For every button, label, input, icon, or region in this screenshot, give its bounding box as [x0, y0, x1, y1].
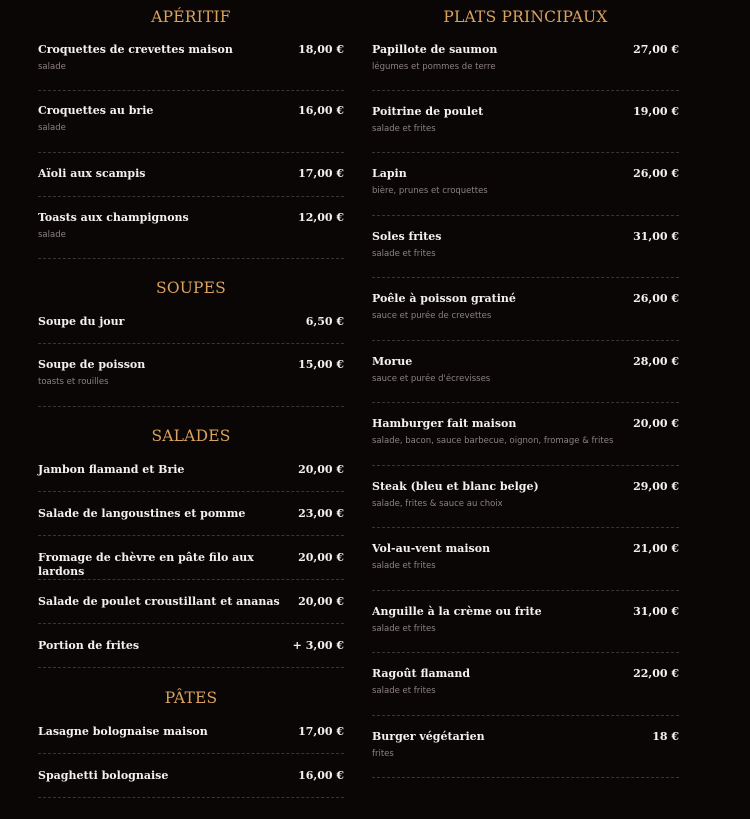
menu-item [38, 43, 344, 91]
item-description: salade et frites [372, 249, 436, 259]
item-price: 26,00 € [633, 167, 679, 180]
menu-item [372, 480, 679, 528]
item-description: salade [38, 62, 66, 72]
menu-item [372, 730, 679, 778]
menu-item [38, 463, 344, 492]
item-description: salade, bacon, sauce barbecue, oignon, fromage & frites [372, 436, 614, 446]
item-name: Poêle à poisson gratiné [372, 292, 516, 305]
section-title: PÂTES [164, 689, 218, 707]
item-name: Croquettes au brie [38, 104, 154, 117]
item-name: Poitrine de poulet [372, 105, 484, 118]
menu-item [372, 355, 679, 403]
item-price: 20,00 € [633, 417, 679, 430]
item-price: 31,00 € [633, 230, 679, 243]
menu-item [372, 230, 679, 278]
item-name: Portion de frites [38, 639, 140, 652]
item-description: sauce et purée de crevettes [372, 311, 492, 321]
section-salades [38, 424, 344, 668]
item-name: Soles frites [372, 230, 442, 243]
menu-item [38, 315, 344, 344]
item-name: Croquettes de crevettes maison [38, 43, 233, 56]
section-soupes [38, 276, 344, 407]
item-description: légumes et pommes de terre [372, 62, 496, 72]
item-name: Burger végétarien [372, 730, 485, 743]
item-price: 27,00 € [633, 43, 679, 56]
item-price: 17,00 € [298, 167, 344, 180]
item-description: sauce et purée d'écrevisses [372, 374, 491, 384]
item-price: + 3,00 € [292, 639, 344, 652]
item-price: 18,00 € [298, 43, 344, 56]
menu-item [38, 211, 344, 259]
item-price: 19,00 € [633, 105, 679, 118]
section-title: APÉRITIF [151, 8, 231, 26]
menu-item [38, 769, 344, 798]
item-name: Steak (bleu et blanc belge) [372, 480, 539, 493]
menu-item [38, 104, 344, 153]
menu-item [38, 358, 344, 407]
item-description: salade [38, 123, 66, 133]
section-plats-principaux [372, 0, 679, 778]
item-name: Ragoût flamand [372, 667, 471, 680]
item-price: 21,00 € [633, 542, 679, 555]
menu-item [372, 605, 679, 653]
item-price: 16,00 € [298, 104, 344, 117]
section-title: SALADES [151, 427, 231, 445]
menu-item [372, 292, 679, 341]
menu-item [372, 542, 679, 591]
item-name: Vol-au-vent maison [372, 542, 491, 555]
item-description: salade [38, 230, 66, 240]
item-name: Soupe de poisson [38, 358, 146, 371]
item-name: Toasts aux champignons [38, 211, 189, 224]
item-description: salade et frites [372, 624, 436, 634]
item-name: Aïoli aux scampis [38, 167, 146, 180]
item-description: bière, prunes et croquettes [372, 186, 488, 196]
item-price: 26,00 € [633, 292, 679, 305]
menu-item [372, 43, 679, 91]
item-name: Spaghetti bolognaise [38, 769, 169, 782]
item-name: Hamburger fait maison [372, 417, 517, 430]
item-price: 22,00 € [633, 667, 679, 680]
menu-item [372, 105, 679, 153]
section-aperitif [38, 0, 344, 259]
item-price: 12,00 € [298, 211, 344, 224]
item-name: Jambon flamand et Brie [38, 463, 185, 476]
menu-item [38, 639, 344, 668]
item-price: 17,00 € [298, 725, 344, 738]
item-price: 6,50 € [305, 315, 344, 328]
item-price: 16,00 € [298, 769, 344, 782]
item-price: 31,00 € [633, 605, 679, 618]
section-title: PLATS PRINCIPAUX [443, 8, 608, 26]
menu-item [38, 167, 344, 197]
item-name: Anguille à la crème ou frite [372, 605, 542, 618]
menu-item [372, 667, 679, 716]
menu-left-column [38, 0, 344, 782]
menu-right-column [372, 0, 679, 778]
menu-item [38, 595, 344, 624]
section-pates [38, 686, 344, 798]
menu-item [372, 417, 679, 466]
item-price: 20,00 € [298, 595, 344, 608]
item-description: salade, frites & sauce au choix [372, 499, 503, 509]
item-description: toasts et rouilles [38, 377, 109, 387]
item-price: 15,00 € [298, 358, 344, 371]
item-description: salade et frites [372, 686, 436, 696]
item-price: 18 € [652, 730, 679, 743]
item-price: 23,00 € [298, 507, 344, 520]
item-description: frites [372, 749, 394, 759]
item-name: Morue [372, 355, 413, 368]
item-name: Lapin [372, 167, 407, 180]
menu-item [372, 167, 679, 216]
menu-item [38, 551, 344, 580]
item-description: salade et frites [372, 561, 436, 571]
menu-item [38, 725, 344, 754]
item-name: Fromage de chèvre en pâte filo aux lardons [38, 551, 254, 578]
item-name: Soupe du jour [38, 315, 125, 328]
item-price: 29,00 € [633, 480, 679, 493]
item-description: salade et frites [372, 124, 436, 134]
item-name: Papillote de saumon [372, 43, 498, 56]
item-name: Salade de langoustines et pomme [38, 507, 246, 520]
menu-item [38, 507, 344, 536]
item-price: 28,00 € [633, 355, 679, 368]
item-name: Lasagne bolognaise maison [38, 725, 208, 738]
item-price: 20,00 € [298, 551, 344, 564]
item-price: 20,00 € [298, 463, 344, 476]
item-name: Salade de poulet croustillant et ananas [38, 595, 280, 608]
section-title: SOUPES [156, 279, 226, 297]
